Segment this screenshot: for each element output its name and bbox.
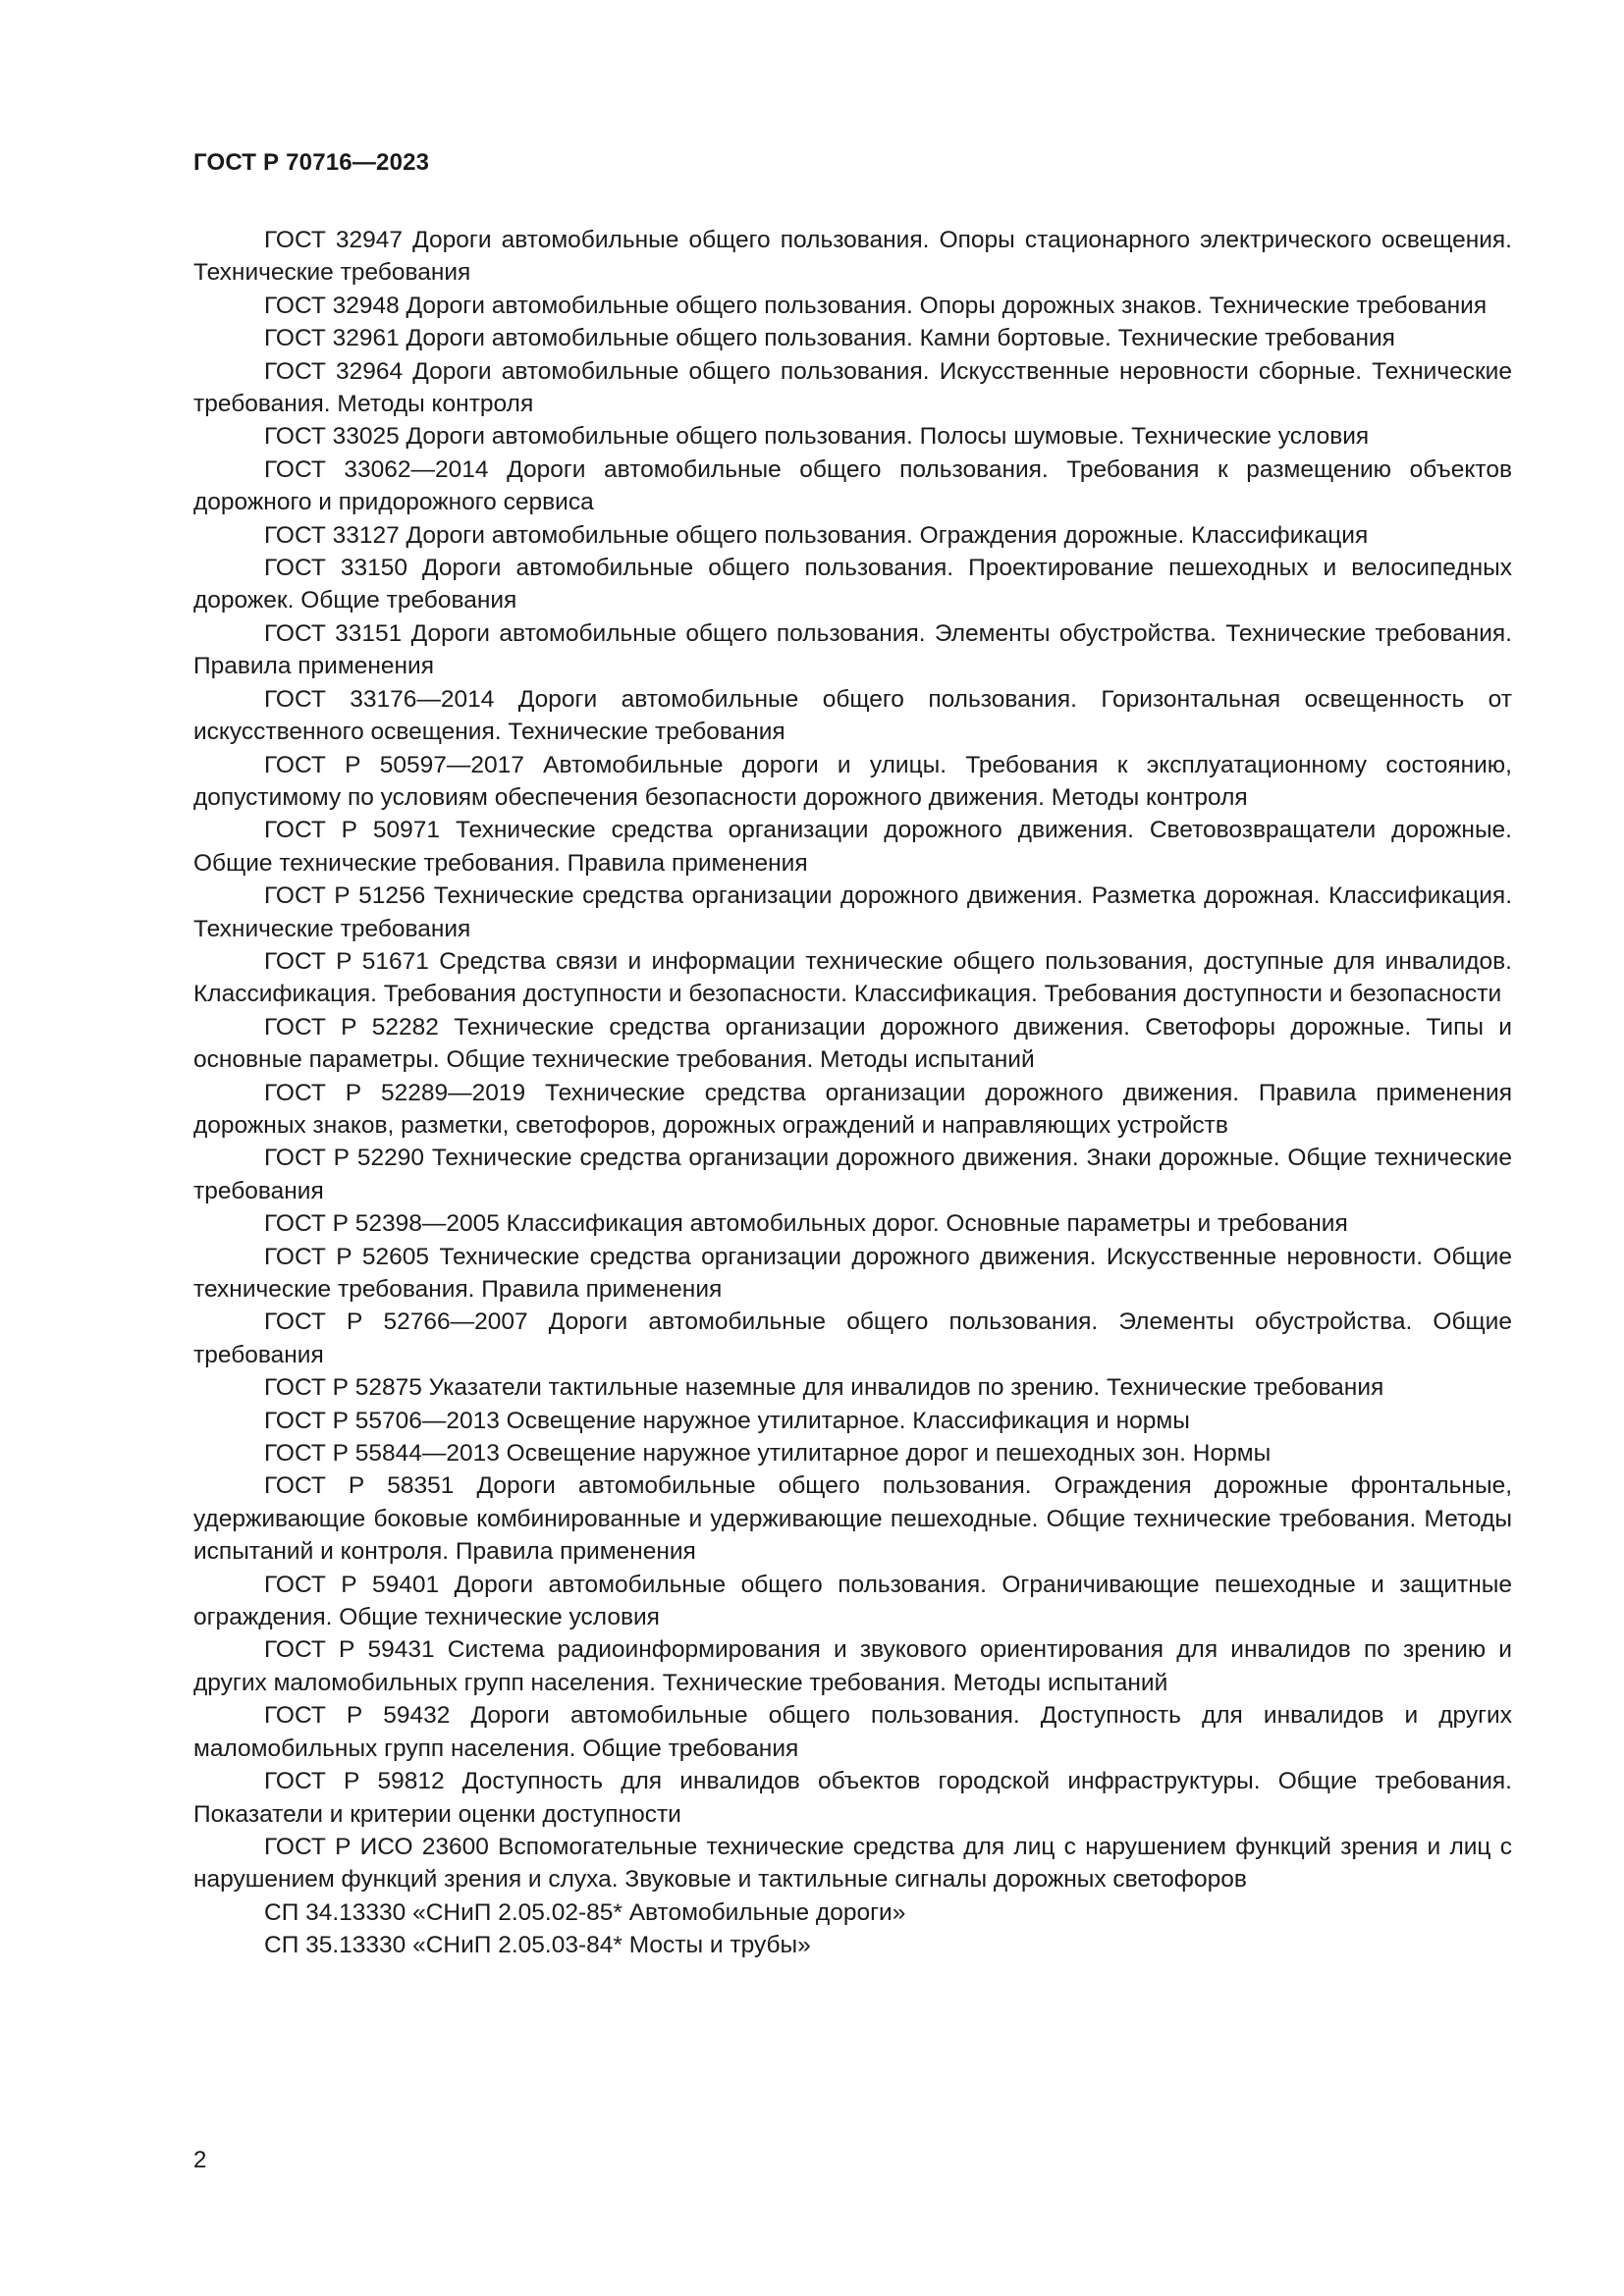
reference-item: ГОСТ Р 50597—2017 Автомобильные дороги и улицы. Требования к эксплуатационному состоянию, допустимому по условиям обеспечения безопасности дорожного движения. Методы контроля	[193, 751, 1512, 811]
reference-item: ГОСТ Р 59812 Доступность для инвалидов объектов городской инфраструктуры. Общие требования. Показатели и критерии оценки доступности	[193, 1768, 1512, 1828]
normative-references-list	[193, 224, 1512, 1962]
reference-item: СП 34.13330 «СНиП 2.05.02-85* Автомобильные дороги»	[264, 1898, 906, 1926]
reference-item: ГОСТ 32961 Дороги автомобильные общего пользования. Камни бортовые. Технические требования	[264, 325, 1395, 352]
reference-item: ГОСТ Р 52605 Технические средства организации дорожного движения. Искусственные неровности. Общие технические требования. Правила применения	[193, 1243, 1512, 1303]
reference-item: ГОСТ Р 52766—2007 Дороги автомобильные общего пользования. Элементы обустройства. Общие требования	[193, 1308, 1512, 1368]
reference-item: ГОСТ Р 59432 Дороги автомобильные общего пользования. Доступность для инвалидов и других маломобильных групп населения. Общие требования	[193, 1702, 1512, 1762]
reference-item: ГОСТ 33150 Дороги автомобильные общего пользования. Проектирование пешеходных и велосипедных дорожек. Общие требования	[193, 555, 1512, 614]
reference-item: ГОСТ 33062—2014 Дороги автомобильные общего пользования. Требования к размещению объектов дорожного и придорожного сервиса	[193, 455, 1512, 516]
reference-item: ГОСТ Р 52282 Технические средства организации дорожного движения. Светофоры дорожные. Типы и основные параметры. Общие технические требования. Методы испытаний	[193, 1013, 1512, 1074]
reference-item: ГОСТ Р 59401 Дороги автомобильные общего пользования. Ограничивающие пешеходные и защитные ограждения. Общие технические условия	[193, 1571, 1512, 1631]
reference-item: ГОСТ Р 52290 Технические средства организации дорожного движения. Знаки дорожные. Общие технические требования	[193, 1145, 1512, 1204]
reference-item: ГОСТ Р ИСО 23600 Вспомогательные технические средства для лиц с нарушением функций зрения и лиц с нарушением функций зрения и слуха. Звуковые и тактильные сигналы дорожных светофоров	[193, 1833, 1512, 1894]
page-number: 2	[193, 2147, 207, 2173]
reference-item: ГОСТ 32964 Дороги автомобильные общего пользования. Искусственные неровности сборные. Технические требования. Методы контроля	[193, 357, 1512, 418]
reference-item: ГОСТ Р 50971 Технические средства организации дорожного движения. Световозвращатели дорожные. Общие технические требования. Правила применения	[193, 817, 1512, 877]
reference-item: ГОСТ 33127 Дороги автомобильные общего пользования. Ограждения дорожные. Классификация	[264, 521, 1369, 549]
reference-item: ГОСТ Р 52289—2019 Технические средства организации дорожного движения. Правила применения дорожных знаков, разметки, светофоров, дорожных ограждений и направляющих устройств	[193, 1079, 1512, 1139]
reference-item: ГОСТ 32948 Дороги автомобильные общего пользования. Опоры дорожных знаков. Технические требования	[264, 292, 1488, 319]
reference-item: ГОСТ Р 52875 Указатели тактильные наземные для инвалидов по зрению. Технические требования	[264, 1374, 1384, 1402]
reference-item: ГОСТ Р 55706—2013 Освещение наружное утилитарное. Классификация и нормы	[264, 1407, 1190, 1434]
reference-item: ГОСТ 33025 Дороги автомобильные общего пользования. Полосы шумовые. Технические условия	[264, 423, 1370, 451]
reference-item: ГОСТ Р 55844—2013 Освещение наружное утилитарное дорог и пешеходных зон. Нормы	[264, 1440, 1272, 1468]
reference-item: ГОСТ 32947 Дороги автомобильные общего пользования. Опоры стационарного электрического освещения. Технические требования	[193, 227, 1512, 287]
reference-item: ГОСТ 33151 Дороги автомобильные общего пользования. Элементы обустройства. Технические требования. Правила применения	[193, 619, 1512, 680]
reference-item: ГОСТ 33176—2014 Дороги автомобильные общего пользования. Горизонтальная освещенность от искусственного освещения. Технические требования	[193, 685, 1512, 746]
reference-item: ГОСТ Р 51256 Технические средства организации дорожного движения. Разметка дорожная. Классификация. Технические требования	[193, 882, 1512, 942]
page-header-standard-code: ГОСТ Р 70716—2023	[193, 149, 430, 176]
reference-item: ГОСТ Р 51671 Средства связи и информации технические общего пользования, доступные для инвалидов. Классификация. Требования доступности и безопасности. Классификация. Требования доступности и безопасности	[193, 947, 1512, 1008]
reference-item: ГОСТ Р 52398—2005 Классификация автомобильных дорог. Основные параметры и требования	[264, 1210, 1348, 1238]
reference-item: ГОСТ Р 58351 Дороги автомобильные общего пользования. Ограждения дорожные фронтальные, удерживающие боковые комбинированные и удерживающие пешеходные. Общие технические требования. Методы испытаний и контроля. Правила применения	[193, 1472, 1512, 1566]
reference-item: СП 35.13330 «СНиП 2.05.03-84* Мосты и трубы»	[264, 1932, 811, 1959]
reference-item: ГОСТ Р 59431 Система радиоинформирования и звукового ориентирования для инвалидов по зрению и других маломобильных групп населения. Технические требования. Методы испытаний	[193, 1636, 1512, 1696]
